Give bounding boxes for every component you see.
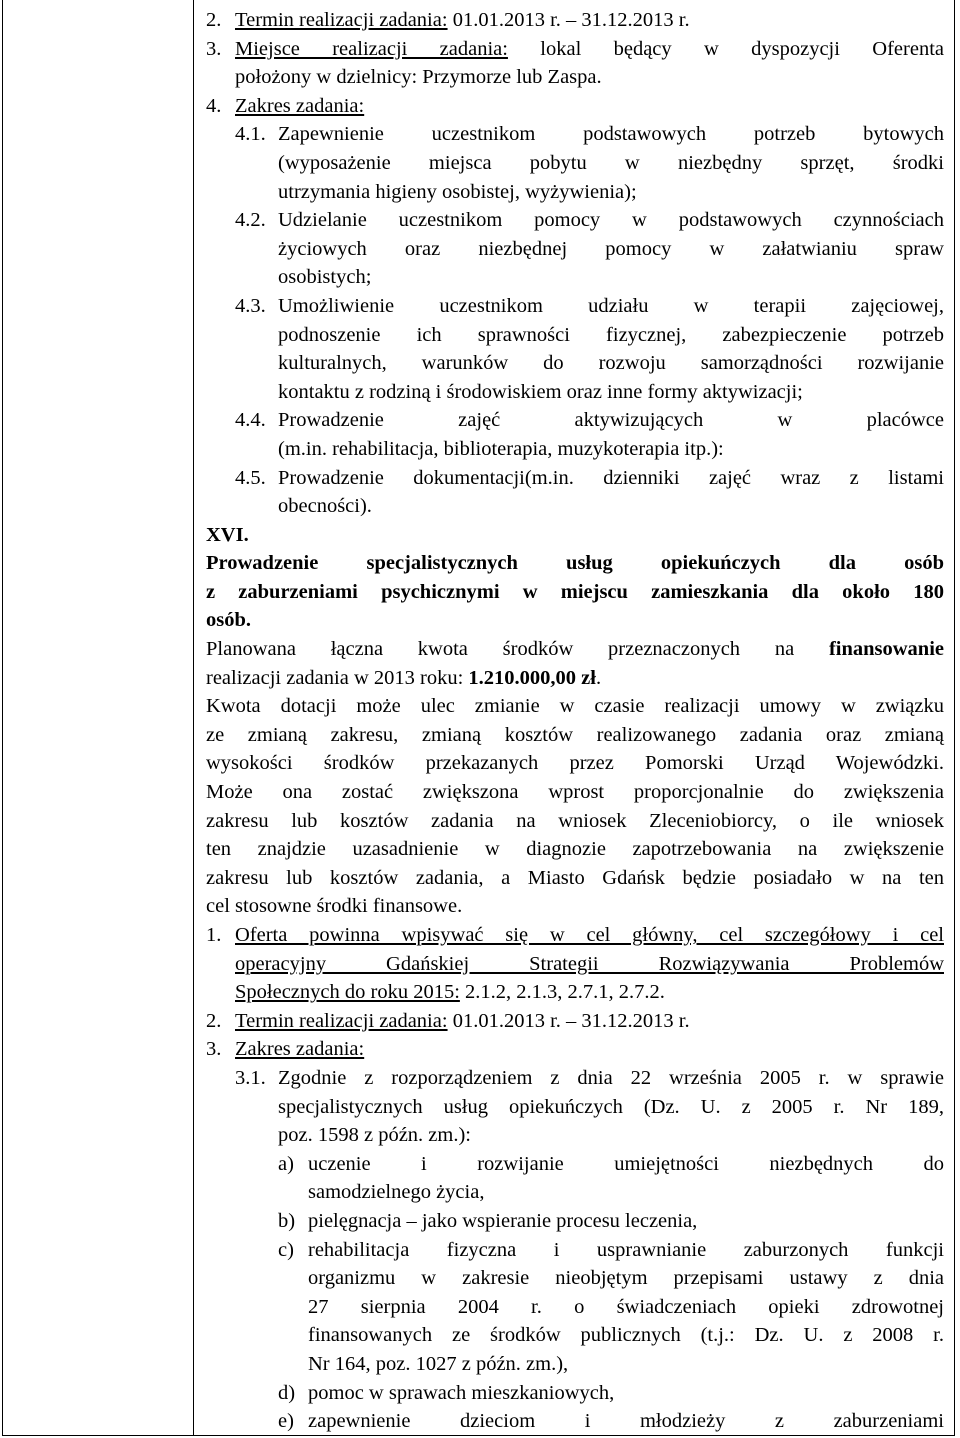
list-item-c-d: finansowanych ze środków publicznych (t.j.: Dz. U. z 2008 r. bbox=[308, 1324, 944, 1347]
list-item-c: c) rehabilitacja fizyczna i usprawnianie zaburzonych funkcji bbox=[278, 1238, 944, 1261]
paragraph-line: ten znajdzie uzasadnienie w diagnozie zapotrzebowania na zwiększenie bbox=[206, 838, 944, 861]
sub-4-1-c: utrzymania higieny osobistej, wyżywienia); bbox=[278, 180, 637, 203]
offer-item-3-scope: 3. Zakres zadania: bbox=[206, 1038, 365, 1061]
sub-4-4: 4.4. Prowadzenie zajęć aktywizujących w placówce bbox=[235, 409, 944, 432]
item-3-place: 3. Miejsce realizacji zadania: lokal będący w dyspozycji Oferenta bbox=[206, 37, 944, 60]
paragraph-line: zakresu lub kosztów zadania na wniosek Zleceniobiorcy, o ile wniosek bbox=[206, 809, 944, 832]
list-item-a-b: samodzielnego życia, bbox=[308, 1181, 485, 1204]
list-item-c-e: Nr 164, poz. 1027 z późn. zm.), bbox=[308, 1352, 569, 1375]
sub-4-3-b: podnoszenie ich sprawności fizycznej, zabezpieczenie potrzeb bbox=[278, 323, 944, 346]
sub-4-3-c: kulturalnych, warunków do rozwoju samorządności rozwijanie bbox=[278, 352, 944, 375]
item-3-place-cont: położony w dzielnicy: Przymorze lub Zaspa. bbox=[235, 66, 602, 89]
document-content bbox=[206, 6, 944, 1436]
list-item-c-b: organizmu w zakresie nieobjętym przepisami ustawy z dnia bbox=[308, 1267, 944, 1290]
sub-4-2-c: osobistych; bbox=[278, 266, 372, 289]
sub-4-5: 4.5. Prowadzenie dokumentacji(m.in. dzienniki zajęć wraz z listami bbox=[235, 466, 944, 489]
section-title-3: osób. bbox=[206, 609, 252, 632]
sub-3-1: 3.1. Zgodnie z rozporządzeniem z dnia 22 września 2005 r. w sprawie bbox=[235, 1066, 944, 1089]
list-item-c-c: 27 sierpnia 2004 r. o świadczeniach opieki zdrowotnej bbox=[308, 1295, 944, 1318]
section-number: XVI. bbox=[206, 523, 249, 546]
column-divider bbox=[193, 0, 194, 1436]
offer-item-2-term: 2. Termin realizacji zadania: 01.01.2013 r. – 31.12.2013 r. bbox=[206, 1009, 690, 1032]
offer-item-1-b: operacyjny Gdańskiej Strategii Rozwiązywania Problemów bbox=[235, 952, 944, 975]
paragraph-line: ze zmianą zakresu, zmianą kosztów realizowanego zadania oraz zmianą bbox=[206, 723, 944, 746]
paragraph-line: Kwota dotacji może ulec zmianie w czasie realizacji umowy w związku bbox=[206, 695, 944, 718]
offer-item-1: 1. Oferta powinna wpisywać się w cel główny, cel szczegółowy i cel bbox=[206, 924, 944, 946]
sub-3-1-c: poz. 1598 z późn. zm.): bbox=[278, 1124, 471, 1147]
sub-4-3-d: kontaktu z rodziną i środowiskiem oraz inne formy aktywizacji; bbox=[278, 380, 803, 403]
budget-line-2: realizacji zadania w 2013 roku: 1.210.000,00 zł. bbox=[206, 666, 602, 689]
list-item-d: d) pomoc w sprawach mieszkaniowych, bbox=[278, 1381, 615, 1404]
sub-4-4-b: (m.in. rehabilitacja, biblioterapia, muzykoterapia itp.): bbox=[278, 437, 724, 460]
sub-4-1-b: (wyposażenie miejsca pobytu w niezbędny sprzęt, środki bbox=[278, 151, 944, 174]
section-title-2: z zaburzeniami psychicznymi w miejscu zamieszkania dla około 180 bbox=[206, 580, 944, 603]
paragraph-line: zakresu lub kosztów zadania, a Miasto Gdańsk będzie posiadało w na ten bbox=[206, 866, 944, 889]
sub-4-5-b: obecności). bbox=[278, 495, 372, 518]
list-item-b: b) pielęgnacja – jako wspieranie procesu leczenia, bbox=[278, 1209, 698, 1232]
paragraph-line: cel stosowne środki finansowe. bbox=[206, 895, 463, 918]
section-title-1: Prowadzenie specjalistycznych usług opiekuńczych dla osób bbox=[206, 552, 944, 575]
item-4-scope: 4. Zakres zadania: bbox=[206, 94, 365, 117]
paragraph-line: wysokości środków przekazanych przez Pomorski Urząd Wojewódzki. bbox=[206, 752, 944, 775]
sub-4-3: 4.3. Umożliwienie uczestnikom udziału w terapii zajęciowej, bbox=[235, 294, 944, 317]
budget-line-1: Planowana łączna kwota środków przeznaczonych na finansowanie bbox=[206, 638, 944, 661]
sub-4-1: 4.1. Zapewnienie uczestnikom podstawowych potrzeb bytowych bbox=[235, 123, 944, 146]
sub-4-2: 4.2. Udzielanie uczestnikom pomocy w podstawowych czynnościach bbox=[235, 209, 944, 232]
list-item-e: e) zapewnienie dzieciom i młodzieży z zaburzeniami bbox=[278, 1410, 944, 1433]
sub-3-1-b: specjalistycznych usług opiekuńczych (Dz. U. z 2005 r. Nr 189, bbox=[278, 1095, 944, 1118]
offer-item-1-c: Społecznych do roku 2015: 2.1.2, 2.1.3, 2.7.1, 2.7.2. bbox=[235, 981, 665, 1004]
sub-4-2-b: życiowych oraz niezbędnej pomocy w załatwianiu spraw bbox=[278, 237, 944, 260]
paragraph-line: Może ona zostać zwiększona wprost proporcjonalnie do zwiększenia bbox=[206, 781, 944, 804]
item-2-term: 2. Termin realizacji zadania: 01.01.2013 r. – 31.12.2013 r. bbox=[206, 9, 690, 31]
list-item-a: a) uczenie i rozwijanie umiejętności niezbędnych do bbox=[278, 1152, 944, 1175]
